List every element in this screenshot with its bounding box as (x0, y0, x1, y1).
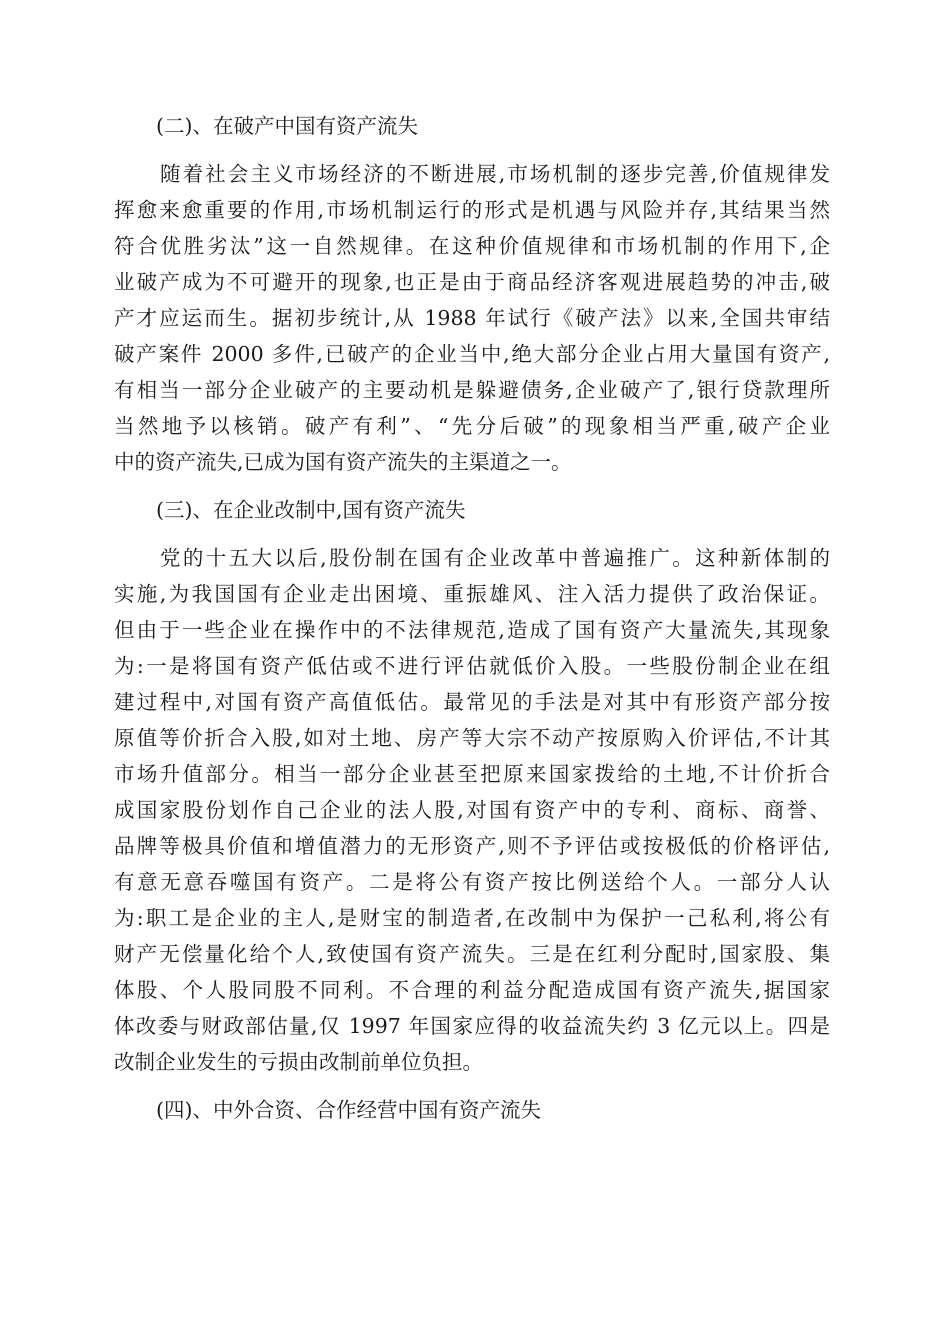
paragraph-line: 有相当一部分企业破产的主要动机是躲避债务,企业破产了,银行贷款理所 (114, 378, 830, 402)
paragraph-line: 挥愈来愈重要的作用,市场机制运行的形式是机遇与风险并存,其结果当然 (114, 198, 830, 222)
paragraph-line: 为:一是将国有资产低估或不进行评估就低价入股。一些股份制企业在组 (114, 654, 830, 678)
paragraph-line: 财产无偿量化给个人,致使国有资产流失。三是在红利分配时,国家股、集 (114, 942, 830, 966)
paragraph-line: 有意无意吞噬国有资产。二是将公有资产按比例送给个人。一部分人认 (114, 870, 830, 894)
paragraph-line: 改制企业发生的亏损由改制前单位负担。 (114, 1050, 483, 1074)
paragraph-line: 品牌等极具价值和增值潜力的无形资产,则不予评估或按极低的价格评估, (114, 834, 830, 858)
paragraph-line: 市场升值部分。相当一部分企业甚至把原来国家拨给的土地,不计价折合 (114, 762, 830, 786)
paragraph-line: 但由于一些企业在操作中的不法律规范,造成了国有资产大量流失,其现象 (114, 618, 830, 642)
paragraph-line: 原值等价折合入股,如对土地、房产等大宗不动产按原购入价评估,不计其 (114, 726, 830, 750)
paragraph-line: 建过程中,对国有资产高值低估。最常见的手法是对其中有形资产部分按 (114, 690, 830, 714)
paragraph-line: 破产案件 2000 多件,已破产的企业当中,绝大部分企业占用大量国有资产, (114, 342, 830, 366)
paragraph-line: 体改委与财政部估量,仅 1997 年国家应得的收益流失约 3 亿元以上。四是 (114, 1014, 830, 1038)
document-page (114, 108, 830, 1140)
paragraph-line: 为:职工是企业的主人,是财宝的制造者,在改制中为保护一己私利,将公有 (114, 906, 830, 930)
paragraph-line: 成国家股份划作自己企业的法人股,对国有资产中的专利、商标、商誉、 (114, 798, 830, 822)
paragraph-line: 体股、个人股同股不同利。不合理的利益分配造成国有资产流失,据国家 (114, 978, 830, 1002)
section-2-paragraph (114, 156, 830, 480)
paragraph-line: 当然地予以核销。破产有利”、“先分后破”的现象相当严重,破产企业 (114, 414, 830, 438)
paragraph-line: 符合优胜劣汰”这一自然规律。在这种价值规律和市场机制的作用下,企 (114, 234, 830, 258)
paragraph-line: 中的资产流失,已成为国有资产流失的主渠道之一。 (114, 450, 572, 474)
section-2-heading: (二)、在破产中国有资产流失 (156, 114, 418, 138)
section-3-paragraph (114, 540, 830, 1080)
section-3-heading: (三)、在企业改制中,国有资产流失 (156, 498, 466, 522)
paragraph-line: 实施,为我国国有企业走出困境、重振雄风、注入活力提供了政治保证。 (114, 582, 830, 606)
paragraph-line: 随着社会主义市场经济的不断进展,市场机制的逐步完善,价值规律发 (160, 162, 830, 186)
section-4-heading: (四)、中外合资、合作经营中国有资产流失 (156, 1098, 541, 1122)
paragraph-line: 产才应运而生。据初步统计,从 1988 年试行《破产法》以来,全国共审结 (114, 306, 830, 330)
paragraph-line: 业破产成为不可避开的现象,也正是由于商品经济客观进展趋势的冲击,破 (114, 270, 830, 294)
paragraph-line: 党的十五大以后,股份制在国有企业改革中普遍推广。这种新体制的 (160, 546, 830, 570)
